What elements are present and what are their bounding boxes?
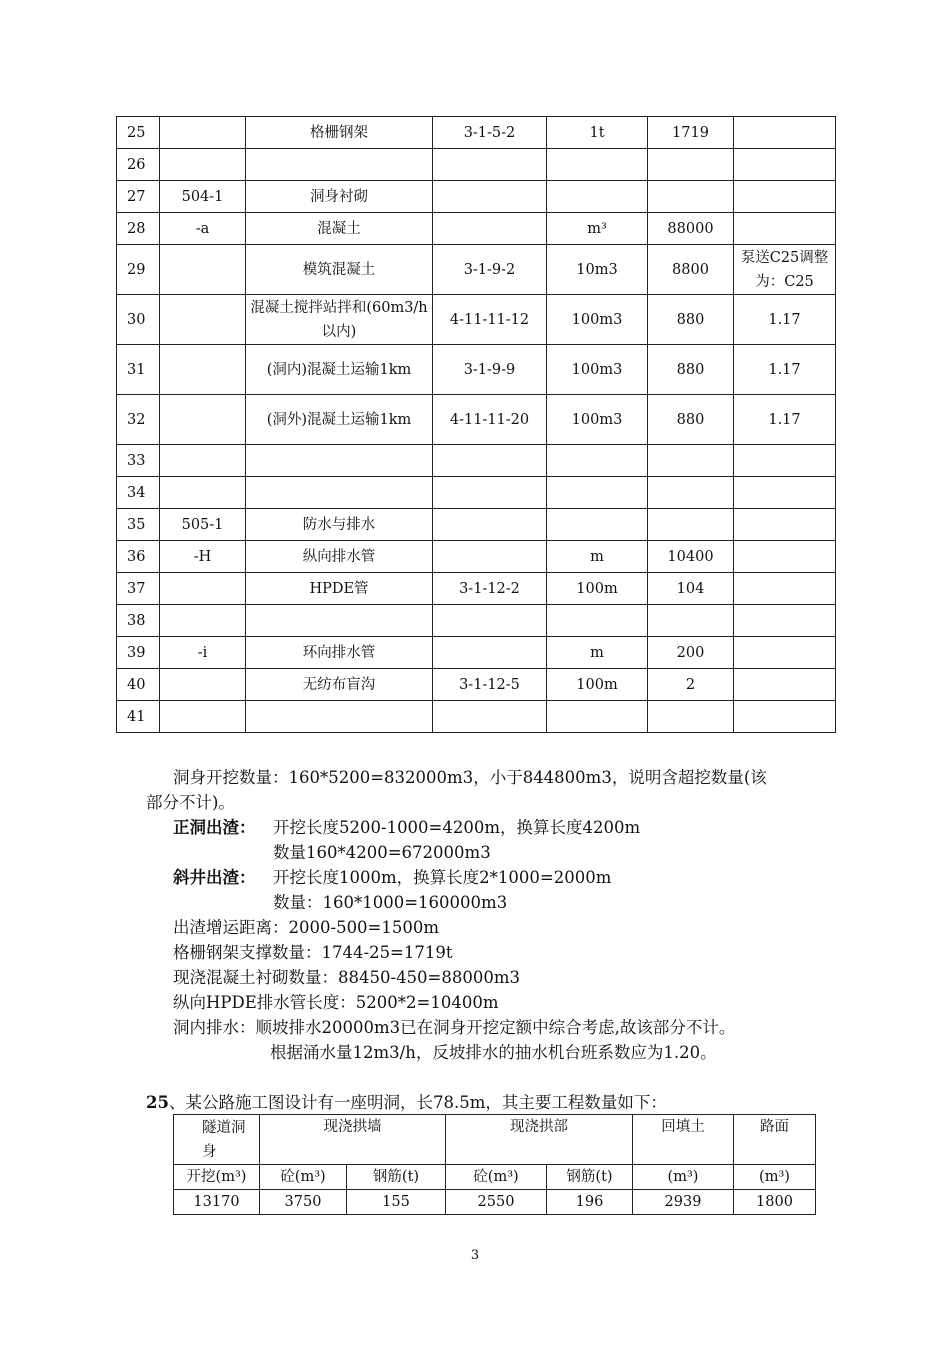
cell-qty xyxy=(648,149,734,181)
cell-quota xyxy=(433,149,547,181)
cell-quota xyxy=(433,477,547,509)
cell-unit: m xyxy=(547,637,648,669)
cell-note: 泵送C25调整为：C25 xyxy=(734,245,836,295)
cell-unit: 100m xyxy=(547,573,648,605)
cell-note xyxy=(734,605,836,637)
cell-no: 30 xyxy=(117,295,160,345)
cell-name: 洞身衬砌 xyxy=(246,181,433,213)
cell-qty: 88000 xyxy=(648,213,734,245)
cell-unit xyxy=(547,149,648,181)
table-row xyxy=(117,345,836,395)
cell-no: 36 xyxy=(117,541,160,573)
cell-no: 41 xyxy=(117,701,160,733)
cell-no: 39 xyxy=(117,637,160,669)
cell-code xyxy=(160,245,246,295)
cell-no: 26 xyxy=(117,149,160,181)
cell-code xyxy=(160,669,246,701)
cell-unit: 1t xyxy=(547,117,648,149)
cell-no: 25 xyxy=(117,117,160,149)
val-arch-concrete: 2550 xyxy=(446,1190,547,1215)
sub-pavement-unit: (m³) xyxy=(734,1165,816,1190)
cell-note xyxy=(734,117,836,149)
cell-code: -a xyxy=(160,213,246,245)
lining-concrete-note: 现浇混凝土衬砌数量：88450-450=88000m3 xyxy=(173,968,521,987)
cell-note xyxy=(734,573,836,605)
table-row xyxy=(117,637,836,669)
cell-note: 1.17 xyxy=(734,345,836,395)
header-tunnel-body xyxy=(174,1115,260,1165)
excavation-note-cont: 部分不计)。 xyxy=(146,793,235,812)
cell-name: (洞内)混凝土运输1km xyxy=(246,345,433,395)
val-excavation: 13170 xyxy=(174,1190,260,1215)
cell-code xyxy=(160,573,246,605)
cell-no: 27 xyxy=(117,181,160,213)
cell-code xyxy=(160,345,246,395)
table-row xyxy=(117,573,836,605)
sub-wall-steel: 钢筋(t) xyxy=(347,1165,446,1190)
cell-note xyxy=(734,181,836,213)
cell-unit xyxy=(547,477,648,509)
sub-wall-concrete: 砼(m³) xyxy=(260,1165,347,1190)
cell-no: 31 xyxy=(117,345,160,395)
question-25-title xyxy=(146,1090,667,1115)
cell-note: 1.17 xyxy=(734,295,836,345)
cell-name xyxy=(246,149,433,181)
main-tunnel-text1: 开挖长度5200-1000=4200m，换算长度4200m xyxy=(273,818,641,837)
cell-code xyxy=(160,149,246,181)
steel-frame-note: 格栅钢架支撑数量：1744-25=1719t xyxy=(173,943,453,962)
table-row xyxy=(117,395,836,445)
table-row xyxy=(117,117,836,149)
cell-name: 环向排水管 xyxy=(246,637,433,669)
cell-no: 37 xyxy=(117,573,160,605)
quota-table-body xyxy=(117,117,836,733)
cell-qty xyxy=(648,605,734,637)
cell-no: 28 xyxy=(117,213,160,245)
cell-name: 防水与排水 xyxy=(246,509,433,541)
cell-unit: 100m xyxy=(547,669,648,701)
header-backfill: 回填土 xyxy=(633,1115,734,1165)
cell-name xyxy=(246,605,433,637)
table-row xyxy=(117,509,836,541)
table-row xyxy=(117,295,836,345)
cell-unit: m³ xyxy=(547,213,648,245)
cell-quota xyxy=(433,509,547,541)
cell-qty: 880 xyxy=(648,295,734,345)
main-tunnel-label: 正洞出渣： xyxy=(173,818,256,837)
cell-unit: 10m3 xyxy=(547,245,648,295)
cell-quota: 3-1-5-2 xyxy=(433,117,547,149)
main-tunnel-text2: 数量160*4200=672000m3 xyxy=(273,843,491,862)
sub-arch-steel: 钢筋(t) xyxy=(547,1165,633,1190)
val-arch-steel: 196 xyxy=(547,1190,633,1215)
sub-backfill-unit: (m³) xyxy=(633,1165,734,1190)
cell-qty: 880 xyxy=(648,395,734,445)
cell-no: 33 xyxy=(117,445,160,477)
cell-quota xyxy=(433,541,547,573)
cell-note xyxy=(734,213,836,245)
cell-code: 505-1 xyxy=(160,509,246,541)
cell-unit: 100m3 xyxy=(547,395,648,445)
table-row xyxy=(117,541,836,573)
page-number: 3 xyxy=(470,1248,480,1263)
cell-name: 纵向排水管 xyxy=(246,541,433,573)
cell-quota: 3-1-9-2 xyxy=(433,245,547,295)
cell-quota xyxy=(433,213,547,245)
cell-no: 35 xyxy=(117,509,160,541)
cell-note xyxy=(734,701,836,733)
cell-qty xyxy=(648,701,734,733)
cell-note xyxy=(734,541,836,573)
cell-quota xyxy=(433,637,547,669)
cell-quota xyxy=(433,181,547,213)
quota-table xyxy=(116,116,836,733)
cell-name: 混凝土搅拌站拌和(60m3/h以内) xyxy=(246,295,433,345)
header-cast-wall: 现浇拱墙 xyxy=(260,1115,446,1165)
cell-quota: 3-1-12-2 xyxy=(433,573,547,605)
table-row xyxy=(117,245,836,295)
haul-distance-note: 出渣增运距离：2000-500=1500m xyxy=(173,918,440,937)
table-row xyxy=(117,445,836,477)
open-cut-tunnel-table xyxy=(173,1114,816,1215)
cell-qty xyxy=(648,509,734,541)
cell-name: (洞外)混凝土运输1km xyxy=(246,395,433,445)
table-row xyxy=(117,181,836,213)
cell-name: 无纺布盲沟 xyxy=(246,669,433,701)
cell-quota: 3-1-12-5 xyxy=(433,669,547,701)
val-backfill: 2939 xyxy=(633,1190,734,1215)
table-row xyxy=(117,605,836,637)
cell-note xyxy=(734,669,836,701)
cell-name: 格栅钢架 xyxy=(246,117,433,149)
cell-name xyxy=(246,445,433,477)
cell-quota xyxy=(433,605,547,637)
cell-note xyxy=(734,637,836,669)
cell-code xyxy=(160,477,246,509)
cell-quota: 3-1-9-9 xyxy=(433,345,547,395)
val-wall-concrete: 3750 xyxy=(260,1190,347,1215)
cell-note xyxy=(734,477,836,509)
drainage-note-cont: 根据涌水量12m3/h，反坡排水的抽水机台班系数应为1.20。 xyxy=(270,1043,717,1062)
cell-note: 1.17 xyxy=(734,395,836,445)
table-row xyxy=(117,213,836,245)
cell-qty: 2 xyxy=(648,669,734,701)
cell-unit xyxy=(547,605,648,637)
cell-qty xyxy=(648,181,734,213)
cell-name: 混凝土 xyxy=(246,213,433,245)
sub-excavation: 开挖(m³) xyxy=(174,1165,260,1190)
cell-no: 38 xyxy=(117,605,160,637)
cell-note xyxy=(734,509,836,541)
cell-no: 40 xyxy=(117,669,160,701)
cell-qty: 104 xyxy=(648,573,734,605)
val-wall-steel: 155 xyxy=(347,1190,446,1215)
drain-pipe-note: 纵向HPDE排水管长度：5200*2=10400m xyxy=(173,993,499,1012)
cell-quota: 4-11-11-12 xyxy=(433,295,547,345)
inclined-shaft-label: 斜井出渣： xyxy=(173,868,256,887)
cell-code xyxy=(160,117,246,149)
cell-qty xyxy=(648,445,734,477)
cell-name xyxy=(246,477,433,509)
cell-code xyxy=(160,701,246,733)
cell-qty: 8800 xyxy=(648,245,734,295)
cell-quota: 4-11-11-20 xyxy=(433,395,547,445)
inclined-shaft-text1: 开挖长度1000m，换算长度2*1000=2000m xyxy=(273,868,612,887)
table-row xyxy=(117,149,836,181)
cell-name: 模筑混凝土 xyxy=(246,245,433,295)
header-pavement: 路面 xyxy=(734,1115,816,1165)
cell-code xyxy=(160,395,246,445)
cell-quota xyxy=(433,701,547,733)
cell-quota xyxy=(433,445,547,477)
question-text: 、某公路施工图设计有一座明洞，长78.5m，其主要工程数量如下： xyxy=(168,1093,667,1112)
cell-qty xyxy=(648,477,734,509)
cell-code: -i xyxy=(160,637,246,669)
cell-code xyxy=(160,445,246,477)
question-number: 25 xyxy=(146,1093,169,1112)
cell-unit xyxy=(547,509,648,541)
header-cast-arch: 现浇拱部 xyxy=(446,1115,633,1165)
drainage-note: 洞内排水：顺坡排水20000m3已在洞身开挖定额中综合考虑,故该部分不计。 xyxy=(173,1018,736,1037)
cell-no: 29 xyxy=(117,245,160,295)
excavation-note: 洞身开挖数量：160*5200=832000m3，小于844800m3，说明含超挖数量(该 xyxy=(173,768,767,787)
val-pavement: 1800 xyxy=(734,1190,816,1215)
cell-name: HPDE管 xyxy=(246,573,433,605)
cell-unit xyxy=(547,701,648,733)
cell-unit: m xyxy=(547,541,648,573)
cell-code xyxy=(160,605,246,637)
table-row xyxy=(117,701,836,733)
table-row xyxy=(117,669,836,701)
cell-qty: 200 xyxy=(648,637,734,669)
cell-unit: 100m3 xyxy=(547,345,648,395)
header-tunnel-body-text: 隧道洞身 xyxy=(202,1119,246,1160)
cell-note xyxy=(734,149,836,181)
cell-unit: 100m3 xyxy=(547,295,648,345)
cell-no: 34 xyxy=(117,477,160,509)
cell-code: 504-1 xyxy=(160,181,246,213)
cell-unit xyxy=(547,445,648,477)
sub-arch-concrete: 砼(m³) xyxy=(446,1165,547,1190)
cell-code: -H xyxy=(160,541,246,573)
cell-unit xyxy=(547,181,648,213)
cell-qty: 10400 xyxy=(648,541,734,573)
table-row xyxy=(117,477,836,509)
cell-name xyxy=(246,701,433,733)
cell-note xyxy=(734,445,836,477)
cell-code xyxy=(160,295,246,345)
inclined-shaft-text2: 数量：160*1000=160000m3 xyxy=(273,893,508,912)
cell-qty: 1719 xyxy=(648,117,734,149)
cell-no: 32 xyxy=(117,395,160,445)
cell-qty: 880 xyxy=(648,345,734,395)
